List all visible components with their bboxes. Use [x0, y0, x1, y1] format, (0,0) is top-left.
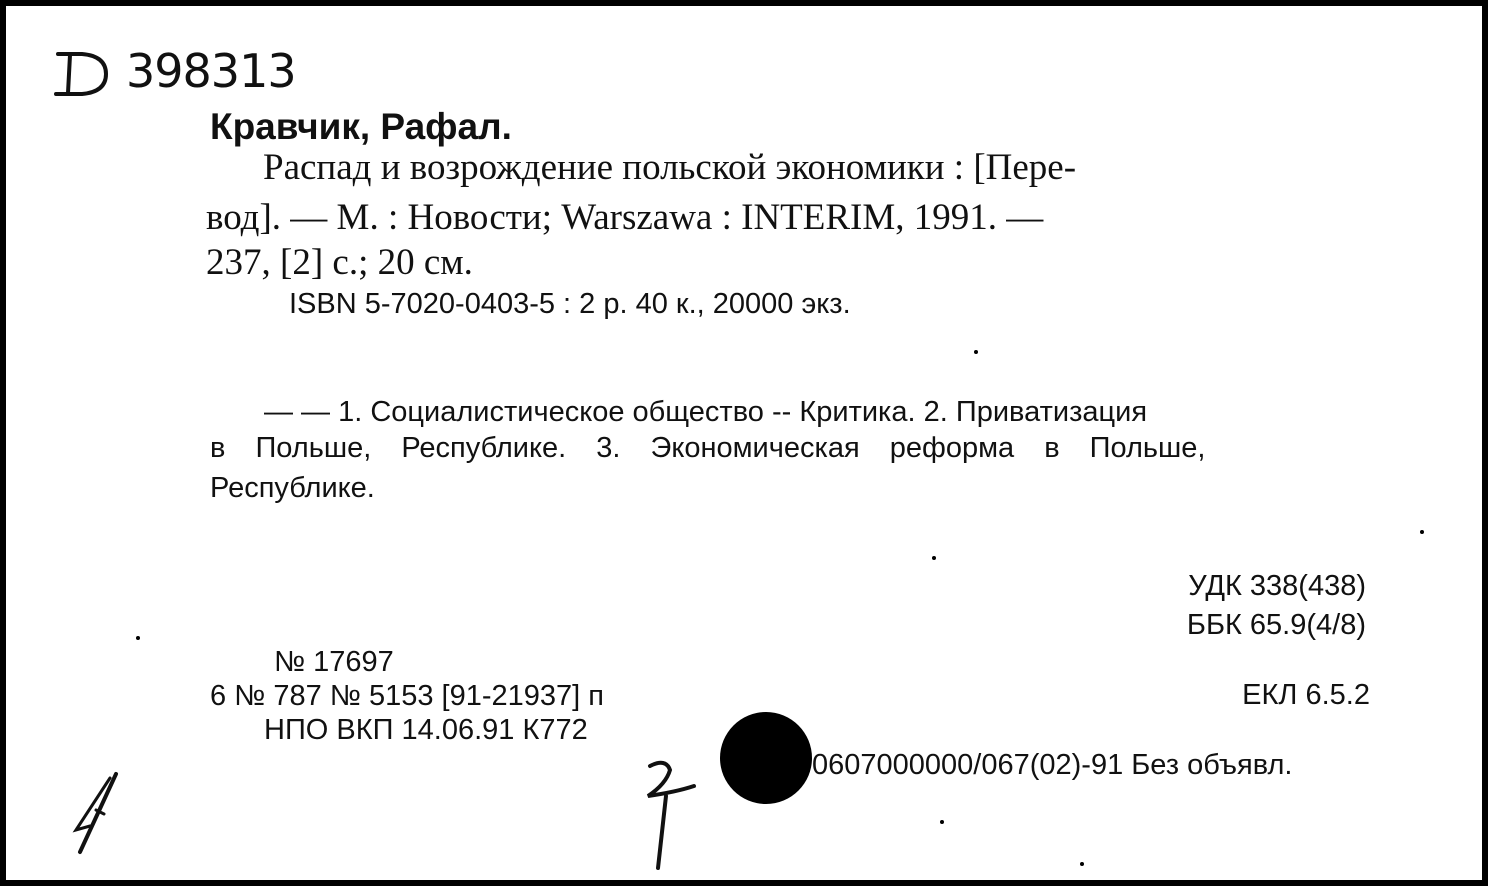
catalog-number: 398313 [126, 44, 296, 98]
bbk-classification: ББК 65.9(4/8) [1186, 609, 1366, 641]
dust-speck [136, 636, 140, 640]
dust-speck [932, 556, 936, 560]
title-line-1: Распад и возрождение польской экономики : [Пере- [263, 147, 1077, 188]
dust-speck [974, 350, 978, 354]
isbn-line: ISBN 5-7020-0403-5 : 2 р. 40 к., 20000 экз. [289, 288, 851, 320]
order-line: 6 № 787 № 5153 [91-21937] п [210, 680, 604, 712]
code-line: 0607000000/067(02)-91 Без объявл. [812, 749, 1293, 781]
reference-number: № 17697 [274, 646, 394, 678]
handwritten-d-mark [52, 48, 112, 100]
imprint-line: вод]. — М. : Новости; Warszawa : INTERIM, 1991. — [206, 197, 1044, 238]
printer-line: НПО ВКП 14.06.91 К772 [264, 714, 588, 746]
handwritten-seven-mark [636, 756, 706, 876]
dust-speck [1080, 862, 1084, 866]
ekl-classification: ЕКЛ 6.5.2 [1242, 679, 1370, 711]
subjects-line-2: в Польше, Республике. 3. Экономическая реформа в Польше, [210, 432, 1206, 464]
subjects-line-3: Республике. [210, 472, 375, 504]
author-heading: Кравчик, Рафал. [210, 106, 512, 147]
dust-speck [940, 820, 944, 824]
dust-speck [1420, 530, 1424, 534]
handwritten-check-mark [66, 770, 126, 860]
udk-classification: УДК 338(438) [1188, 570, 1366, 602]
subjects-line-1: — — 1. Социалистическое общество -- Критика. 2. Приватизация [264, 396, 1148, 428]
punch-hole [720, 712, 812, 804]
pages-line: 237, [2] с.; 20 см. [206, 242, 473, 283]
